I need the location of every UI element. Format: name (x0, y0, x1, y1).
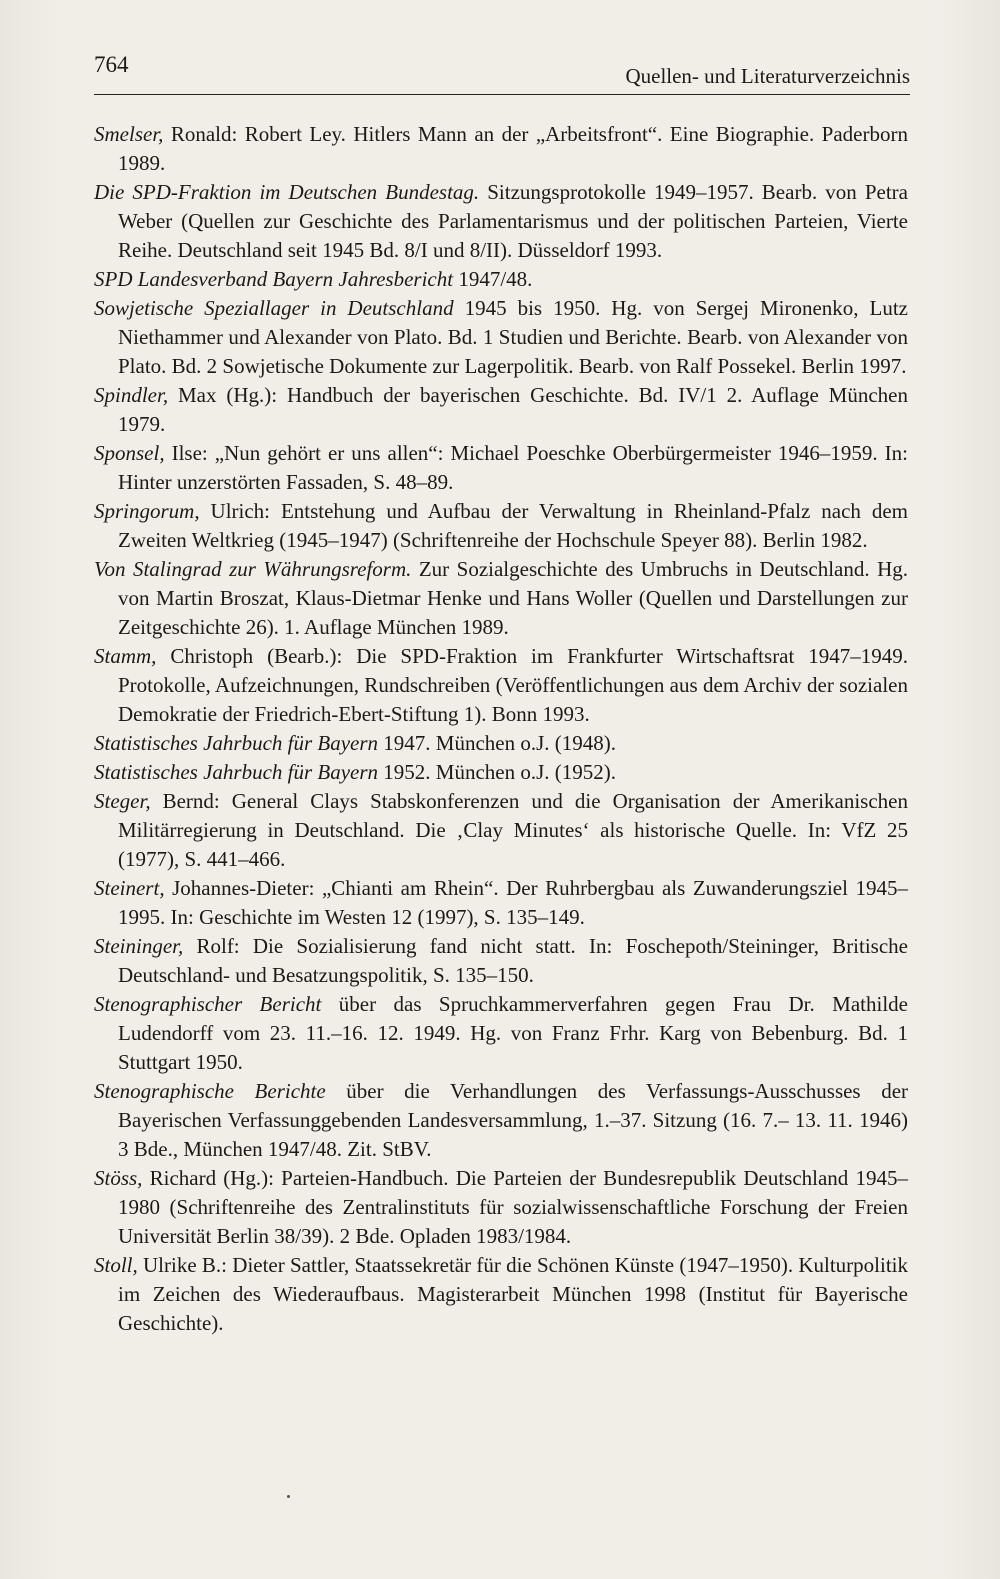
entry-lead: Von Stalingrad zur Währungsreform. (94, 557, 412, 581)
entry-lead: Statistisches Jahrbuch für Bayern (94, 731, 379, 755)
entry-lead: Statistisches Jahrbuch für Bayern (94, 760, 379, 784)
entry-text: 1952. München o.J. (1952). (378, 760, 617, 784)
entry-text: Ilse: „Nun gehört er uns allen“: Michael Poeschke Oberbürgermeister 1946–1959. In: Hinter unzerstörten Fassaden, S. 48–89. (118, 441, 908, 494)
entry-text: Max (Hg.): Handbuch der bayerischen Geschichte. Bd. IV/1 2. Auflage München 1979. (118, 383, 908, 436)
bibliography-entry (94, 758, 908, 787)
bibliography-entry (94, 642, 908, 729)
entry-lead: Stamm, (94, 644, 157, 668)
entry-text: Richard (Hg.): Parteien-Handbuch. Die Parteien der Bundesrepublik Deutschland 1945–1980 (Schriftenreihe des Zentralinstituts für sozialwissenschaftliche Forschung der Freien Universität Berlin 38/39). 2 Bde. Opladen 1983/1984. (118, 1166, 908, 1248)
bibliography-entry (94, 1164, 908, 1251)
bibliography-entry (94, 497, 908, 555)
entry-lead: Stenographischer Bericht (94, 992, 322, 1016)
bibliography-list (94, 120, 908, 1338)
ink-speck (287, 1495, 290, 1498)
bibliography-entry (94, 1251, 908, 1338)
entry-text: Christoph (Bearb.): Die SPD-Fraktion im Frankfurter Wirtschaftsrat 1947–1949. Protokolle, Aufzeichnungen, Rundschreiben (Veröffentlichungen aus dem Archiv der sozialen Demokratie der Friedrich-Ebert-Stiftung 1). Bonn 1993. (118, 644, 908, 726)
bibliography-entry (94, 729, 908, 758)
header-rule (94, 94, 910, 95)
bibliography-entry (94, 120, 908, 178)
entry-text: 1947. München o.J. (1948). (378, 731, 617, 755)
bibliography-entry (94, 294, 908, 381)
entry-lead: Springorum, (94, 499, 200, 523)
bibliography-entry (94, 555, 908, 642)
bibliography-entry (94, 932, 908, 990)
entry-text: 1945 bis 1950. Hg. von Sergej Mironenko, Lutz Niethammer und Alexander von Plato. Bd. 1 Studien und Berichte. Bearb. von Alexander von Plato. Bd. 2 Sowjetische Dokumente zur Lagerpolitik. Bearb. von Ralf Possekel. Berlin 1997. (118, 296, 908, 378)
entry-text: über die Verhandlungen des Verfassungs-Ausschusses der Bayerischen Verfassunggebenden Landesversammlung, 1.–37. Sitzung (16. 7.– 13. 11. 1946) 3 Bde., München 1947/48. Zit. StBV. (118, 1079, 909, 1161)
bibliography-entry (94, 381, 908, 439)
entry-text: Bernd: General Clays Stabskonferenzen und die Organisation der Amerikanischen Militärregierung in Deutschland. Die ‚Clay Minutes‘ als historische Quelle. In: VfZ 25 (1977), S. 441–466. (118, 789, 908, 871)
bibliography-entry (94, 265, 908, 294)
bibliography-entry (94, 874, 908, 932)
entry-text: Johannes-Dieter: „Chianti am Rhein“. Der Ruhrbergbau als Zuwanderungsziel 1945–1995. In: Geschichte im Westen 12 (1997), S. 135–149. (118, 876, 908, 929)
entry-text: über das Spruchkammerverfahren gegen Frau Dr. Mathilde Ludendorff vom 23. 11.–16. 12. 1949. Hg. von Franz Frhr. Karg von Bebenburg. Bd. 1 Stuttgart 1950. (118, 992, 908, 1074)
running-title: Quellen- und Literaturverzeichnis (625, 64, 910, 88)
entry-text: Ulrike B.: Dieter Sattler, Staatssekretär für die Schönen Künste (1947–1950). Kulturpolitik im Zeichen des Wiederaufbaus. Magisterarbeit München 1998 (Institut für Bayerische Geschichte). (118, 1253, 908, 1335)
entry-text: Ulrich: Entstehung und Aufbau der Verwaltung in Rheinland-Pfalz nach dem Zweiten Weltkrieg (1945–1947) (Schriftenreihe der Hochschule Speyer 88). Berlin 1982. (118, 499, 908, 552)
entry-lead: Stenographische Berichte (94, 1079, 326, 1103)
entry-text: 1947/48. (453, 267, 533, 291)
entry-text: Ronald: Robert Ley. Hitlers Mann an der „Arbeitsfront“. Eine Biographie. Paderborn 1989. (118, 122, 908, 175)
entry-lead: SPD Landesverband Bayern Jahresbericht (94, 267, 454, 291)
page-number: 764 (94, 52, 129, 77)
entry-text: Zur Sozialgeschichte des Umbruchs in Deutschland. Hg. von Martin Broszat, Klaus-Dietmar Henke und Hans Woller (Quellen und Darstellungen zur Zeitgeschichte 26). 1. Auflage München 1989. (118, 557, 909, 639)
page-header (94, 52, 910, 92)
entry-text: Rolf: Die Sozialisierung fand nicht statt. In: Foschepoth/Steininger, Britische Deutschland- und Besatzungspolitik, S. 135–150. (118, 934, 908, 987)
bibliography-entry (94, 990, 908, 1077)
entry-lead: Spindler, (94, 383, 169, 407)
bibliography-entry (94, 1077, 908, 1164)
entry-lead: Steininger, (94, 934, 184, 958)
entry-lead: Sponsel, (94, 441, 165, 465)
entry-lead: Smelser, (94, 122, 164, 146)
bibliography-entry (94, 178, 908, 265)
entry-lead: Stöss, (94, 1166, 143, 1190)
bibliography-entry (94, 439, 908, 497)
entry-lead: Sowjetische Speziallager in Deutschland (94, 296, 454, 320)
entry-lead: Die SPD-Fraktion im Deutschen Bundestag. (94, 180, 480, 204)
bibliography-entry (94, 787, 908, 874)
entry-text: Sitzungsprotokolle 1949–1957. Bearb. von Petra Weber (Quellen zur Geschichte des Parlamentarismus und der politischen Parteien, Vierte Reihe. Deutschland seit 1945 Bd. 8/I und 8/II). Düsseldorf 1993. (118, 180, 908, 262)
entry-lead: Steinert, (94, 876, 165, 900)
entry-lead: Stoll, (94, 1253, 138, 1277)
entry-lead: Steger, (94, 789, 151, 813)
